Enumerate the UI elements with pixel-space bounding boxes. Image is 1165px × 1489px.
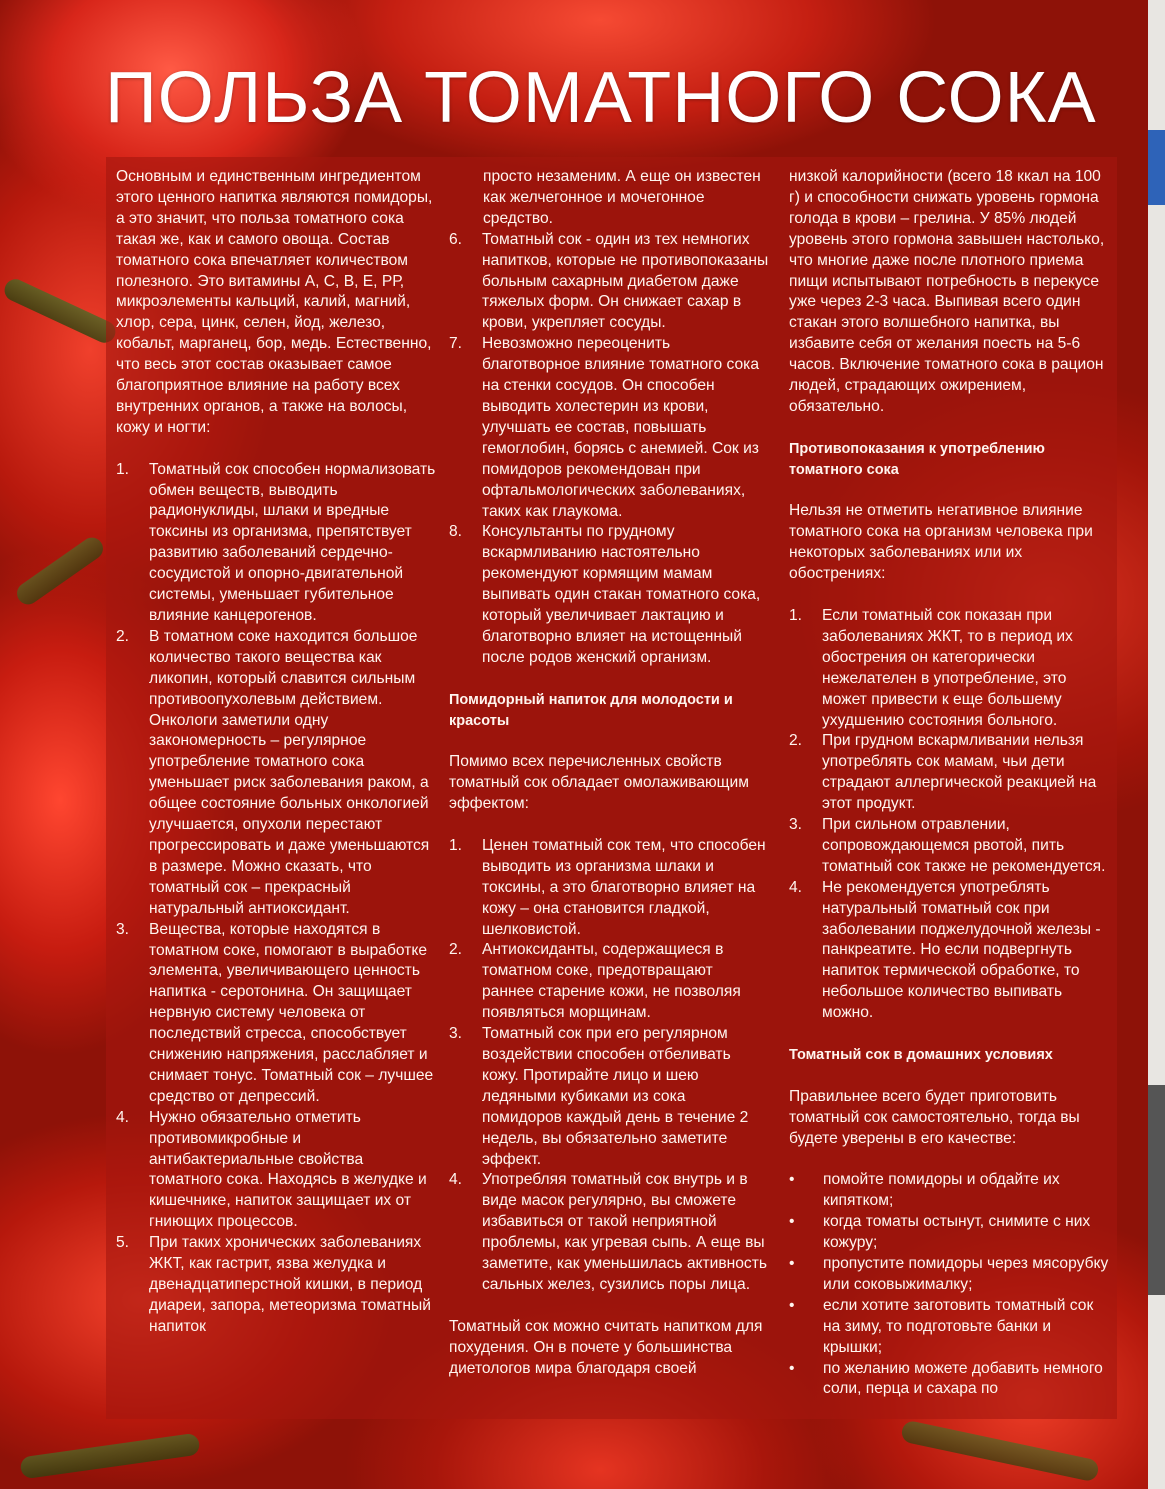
page-edge-strip bbox=[1148, 0, 1165, 1489]
list-item: 2. При грудном вскармливании нельзя употреблять сок мамам, чьи дети страдают аллергической реакцией на этот продукт. bbox=[789, 732, 1097, 813]
section-heading-beauty: Помидорный напиток для молодости и красоты bbox=[449, 691, 733, 729]
list-item: • помойте помидоры и обдайте их кипятком; bbox=[789, 1171, 1060, 1210]
list-item: • по желанию можете добавить немного соли, перца и сахара по bbox=[789, 1359, 1103, 1398]
list-item: • когда томаты остынут, снимите с них кожуру; bbox=[789, 1213, 1091, 1252]
section-intro: Помимо всех перечисленных свойств томатный сок обладает омолаживающим эффектом: bbox=[449, 753, 749, 813]
list-item: 5. При таких хронических заболеваниях ЖКТ, как гастрит, язва желудка и двенадцатиперстной кишки, в период диареи, запора, метеоризма томатный напиток bbox=[116, 1234, 431, 1335]
blue-edge-tab bbox=[1148, 130, 1165, 205]
column-3 bbox=[789, 167, 1109, 1400]
list-item: 1. Ценен томатный сок тем, что способен выводить из организма шлаки и токсины, а это благотворно влияет на кожу – она становится гладкой, шелковистой. bbox=[449, 836, 766, 938]
list-item: 8. Консультанты по грудному вскармливанию настоятельно рекомендуют кормящим мамам выпивать один стакан томатного сока, который увеличивает лактацию и благотворно влияет на истощенный после родов женский организм. bbox=[449, 523, 761, 666]
page-title: ПОЛЬЗА ТОМАТНОГО СОКА bbox=[105, 58, 1097, 138]
list-item: • пропустите помидоры через мясорубку или соковыжималку; bbox=[789, 1255, 1109, 1293]
list-item: 1. Если томатный сок показан при заболеваниях ЖКТ, то в период их обострения он категорически нежелателен в употребление, это может привести к еще большему ухудшению состояния больного. bbox=[789, 606, 1073, 729]
column-2 bbox=[449, 167, 769, 1380]
recipe-steps-list bbox=[789, 1170, 1109, 1400]
list-item: 3. При сильном отравлении, сопровождающемся рвотой, пить томатный сок также не рекомендуется. bbox=[789, 816, 1106, 875]
weight-loss-paragraph: Томатный сок можно считать напитком для похудения. Он в почете у большинства диетологов мира благодаря своей bbox=[449, 1317, 763, 1377]
list-item: 3. Вещества, которые находятся в томатном соке, помогают в выработке элемента, увеличивающего ценность напитка - серотонина. Он защищает нервную систему человека от последствий стресса, способствует снижению напряжения, расслабляет и снимает тонус. Томатный сок – лучшее средство от депрессий. bbox=[116, 920, 434, 1105]
contraindications-list bbox=[789, 606, 1109, 1024]
section-intro: Нельзя не отметить негативное влияние томатного сока на организм человека при некоторых заболеваниях или их обострениях: bbox=[789, 502, 1093, 583]
beauty-list bbox=[449, 836, 769, 1296]
gray-edge-tab bbox=[1148, 1085, 1165, 1295]
benefits-list bbox=[116, 460, 436, 1338]
section-heading-contraindications: Противопоказания к употреблению томатного сока bbox=[789, 440, 1045, 478]
list-item: 4. Употребляя томатный сок внутрь и в виде масок регулярно, вы сможете избавиться от такой неприятной проблемы, как угревая сыпь. А еще вы заметите, как уменьшилась активность сальных желез, сузились поры лица. bbox=[449, 1171, 767, 1293]
continued-text: низкой калорийности (всего 18 ккал на 100 г) и способности снижать уровень гормона голода в крови – грелина. У 85% людей уровень этого гормона завышен настолько, что многие даже после плотного приема пищи испытывают потребность в перекусе уже через 2-3 часа. Выпивая всего один стакан этого волшебного напитка, вы избавите себя от желания поесть на 5-6 часов. Включение томатного сока в рацион людей, страдающих ожирением, обязательно. bbox=[789, 168, 1105, 415]
section-intro: Правильнее всего будет приготовить томатный сок самостоятельно, тогда вы будете уверены в его качестве: bbox=[789, 1087, 1080, 1147]
list-item: • если хотите заготовить томатный сок на зиму, то подготовьте банки и крышки; bbox=[789, 1296, 1094, 1356]
column-1 bbox=[116, 167, 436, 1338]
list-item: 7. Невозможно переоценить благотворное влияние томатного сока на стенки сосудов. Он способен выводить холестерин из крови, улучшать ее состав, повышать гемоглобин, борясь с анемией. Сок из помидоров рекомендован при офтальмологических заболеваниях, таких как глаукома. bbox=[449, 335, 760, 520]
benefits-list-continued bbox=[449, 230, 769, 669]
list-item: 2. Антиоксиданты, содержащиеся в томатном соке, предотвращают раннее старение кожи, не позволяя появляться морщинам. bbox=[449, 941, 741, 1022]
continued-text: просто незаменим. А еще он известен как желчегонное и мочегонное средство. bbox=[483, 168, 761, 227]
section-heading-homemade: Томатный сок в домашних условиях bbox=[789, 1047, 1053, 1063]
list-item: 2. В томатном соке находится большое количество такого вещества как ликопин, который славится сильным противоопухолевым действием. Онкологи заметили одну закономерность – регулярное употребление томатного сока уменьшает риск заболевания раком, а общее состояние больных онкологией улучшается, опухоли перестают прогрессировать и даже уменьшаются в размере. Можно сказать, что томатный сок – прекрасный натуральный антиоксидант. bbox=[116, 627, 430, 917]
list-item: 4. Не рекомендуется употреблять натуральный томатный сок при заболевании поджелудочной железы - панкреатите. Но если подвергнуть напиток термической обработке, то небольшое количество выпивать можно. bbox=[789, 878, 1101, 1022]
list-item: 6. Томатный сок - один из тех немногих напитков, которые не противопоказаны больным сахарным диабетом даже тяжелых форм. Он снижает сахар в крови, укрепляет сосуды. bbox=[449, 230, 769, 332]
list-item: 4. Нужно обязательно отметить противомикробные и антибактериальные свойства томатного сока. Находясь в желудке и кишечнике, напиток защищает их от гниющих процессов. bbox=[116, 1108, 427, 1231]
list-item: 3. Томатный сок при его регулярном воздействии способен отбеливать кожу. Протирайте лицо и шею ледяными кубиками из сока помидоров каждый день в течение 2 недель, вы обязательно заметите эффект. bbox=[449, 1025, 749, 1168]
list-item: 1. Томатный сок способен нормализовать обмен веществ, выводить радионуклиды, шлаки и вредные токсины из организма, препятствует развитию заболеваний сердечно-сосудистой и опорно-двигательной системы, уменьшает губительное влияние канцерогенов. bbox=[116, 460, 436, 625]
intro-paragraph: Основным и единственным ингредиентом этого ценного напитка являются помидоры, а это значит, что польза томатного сока такая же, как и самого овоща. Состав томатного сока впечатляет количеством полезного. Это витамины А, С, В, Е, РР, микроэлементы кальций, калий, магний, хлор, сера, цинк, селен, йод, железо, кобальт, марганец, бор, медь. Естественно, что весь этот состав оказывает самое благоприятное влияние на работу всех внутренних органов, а также на волосы, кожу и ногти: bbox=[116, 168, 433, 436]
